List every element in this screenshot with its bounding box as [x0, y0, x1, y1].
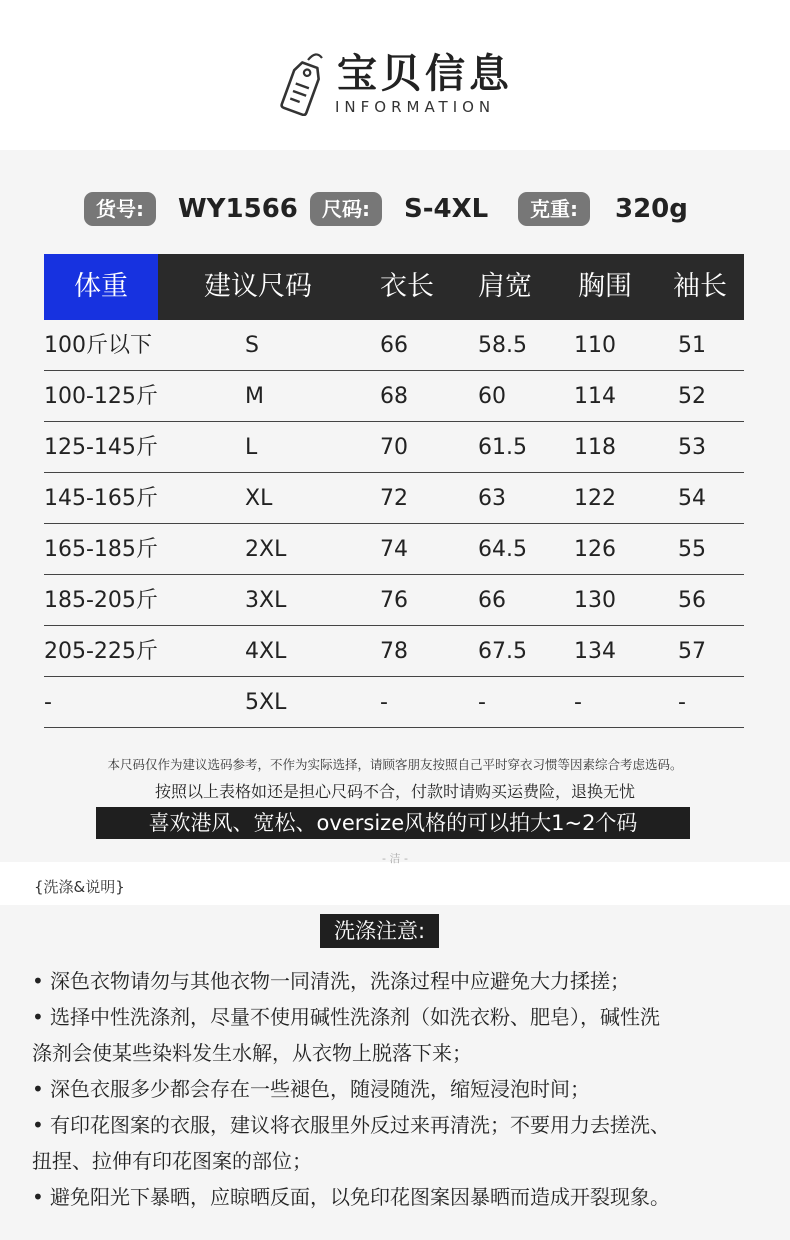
- cell-shoulder: 61.5: [478, 435, 527, 460]
- cell-sleeve: 54: [678, 486, 706, 511]
- cell-weight: 100-125斤: [44, 384, 158, 409]
- cell-length: 78: [380, 639, 408, 664]
- bullet-icon: •: [32, 1113, 44, 1137]
- cell-sleeve: 51: [678, 333, 706, 358]
- cell-sleeve: -: [678, 690, 686, 715]
- header-sleeve: 袖长: [673, 271, 727, 302]
- cell-size: 4XL: [245, 639, 287, 664]
- header-length: 衣长: [380, 271, 434, 302]
- size-disclaimer: 本尺码仅作为建议选码参考，不作为实际选择，请顾客朋友按照自己平时穿衣习惯等因素综合考虑选码。: [107, 757, 683, 772]
- cell-sleeve: 56: [678, 588, 706, 613]
- table-header: [44, 254, 744, 320]
- cell-size: S: [245, 333, 259, 358]
- cell-shoulder: -: [478, 690, 486, 715]
- price-tag-icon: [278, 52, 328, 116]
- cell-size: M: [245, 384, 264, 409]
- cell-length: 74: [380, 537, 408, 562]
- item-no-label: 货号:: [84, 192, 156, 226]
- cell-size: 3XL: [245, 588, 287, 613]
- cell-chest: 110: [574, 333, 616, 358]
- care-item-continued: [32, 1036, 752, 1070]
- care-text: 避免阳光下暴晒，应晾晒反面，以免印花图案因暴晒而造成开裂现象。: [50, 1185, 670, 1209]
- care-text: 有印花图案的衣服，建议将衣服里外反过来再清洗；不要用力去搓洗、: [50, 1113, 670, 1137]
- cell-weight: 185-205斤: [44, 588, 158, 613]
- care-item: [32, 1000, 752, 1034]
- care-item: [32, 1072, 752, 1106]
- cell-chest: 126: [574, 537, 616, 562]
- care-item: [32, 1180, 752, 1214]
- cell-length: 66: [380, 333, 408, 358]
- table-row: [44, 473, 744, 524]
- header-chest: 胸围: [578, 271, 632, 302]
- cell-shoulder: 58.5: [478, 333, 527, 358]
- header-size: 建议尺码: [204, 271, 312, 302]
- bullet-icon: •: [32, 1185, 44, 1209]
- cell-chest: 114: [574, 384, 616, 409]
- weight-value: 320g: [615, 194, 688, 224]
- cell-chest: 130: [574, 588, 616, 613]
- cell-sleeve: 52: [678, 384, 706, 409]
- cell-weight: 100斤以下: [44, 333, 152, 358]
- size-range-value: S-4XL: [404, 194, 489, 224]
- care-text: 涤剂会使某些染料发生水解，从衣物上脱落下来；: [32, 1041, 472, 1065]
- bullet-icon: •: [32, 1005, 44, 1029]
- cell-size: L: [245, 435, 258, 460]
- cell-length: -: [380, 690, 388, 715]
- table-body: [44, 320, 744, 728]
- care-text: 深色衣服多少都会存在一些褪色，随浸随洗，缩短浸泡时间；: [50, 1077, 590, 1101]
- table-row: [44, 677, 744, 728]
- size-table: [44, 254, 744, 728]
- care-item: [32, 964, 752, 998]
- cell-weight: 125-145斤: [44, 435, 158, 460]
- cell-weight: 165-185斤: [44, 537, 158, 562]
- section-mark: - 洁 -: [382, 852, 408, 865]
- page-title: 宝贝信息: [337, 51, 513, 97]
- care-title: 洗涤注意:: [320, 914, 439, 948]
- cell-sleeve: 53: [678, 435, 706, 460]
- item-no-value: WY1566: [178, 194, 298, 224]
- table-row: [44, 422, 744, 473]
- cell-weight: 145-165斤: [44, 486, 158, 511]
- wash-section-label: {洗涤&说明}: [34, 878, 125, 896]
- header-weight: 体重: [44, 254, 158, 320]
- care-item: [32, 1108, 752, 1142]
- cell-length: 70: [380, 435, 408, 460]
- care-text: 深色衣物请勿与其他衣物一同清洗，洗涤过程中应避免大力揉搓；: [50, 969, 630, 993]
- header-shoulder: 肩宽: [478, 271, 532, 302]
- cell-shoulder: 64.5: [478, 537, 527, 562]
- page-subtitle: INFORMATION: [335, 98, 496, 116]
- weight-label: 克重:: [518, 192, 590, 226]
- page-header: [0, 0, 790, 150]
- shipping-note: 按照以上表格如还是担心尺码不合，付款时请购买运费险，退换无忧: [154, 782, 635, 801]
- cell-shoulder: 66: [478, 588, 506, 613]
- cell-weight: -: [44, 690, 52, 715]
- cell-size: 2XL: [245, 537, 287, 562]
- cell-sleeve: 57: [678, 639, 706, 664]
- cell-shoulder: 63: [478, 486, 506, 511]
- table-row: [44, 626, 744, 677]
- cell-chest: 118: [574, 435, 616, 460]
- table-row: [44, 320, 744, 371]
- table-row: [44, 371, 744, 422]
- size-range-label: 尺码:: [310, 192, 382, 226]
- cell-size: 5XL: [245, 690, 287, 715]
- cell-shoulder: 60: [478, 384, 506, 409]
- cell-weight: 205-225斤: [44, 639, 158, 664]
- bullet-icon: •: [32, 969, 44, 993]
- care-text: 选择中性洗涤剂，尽量不使用碱性洗涤剂（如洗衣粉、肥皂），碱性洗: [50, 1005, 660, 1029]
- cell-sleeve: 55: [678, 537, 706, 562]
- care-text: 扭捏、拉伸有印花图案的部位；: [32, 1149, 312, 1173]
- care-item-continued: [32, 1144, 752, 1178]
- cell-length: 68: [380, 384, 408, 409]
- table-row: [44, 524, 744, 575]
- bullet-icon: •: [32, 1077, 44, 1101]
- cell-shoulder: 67.5: [478, 639, 527, 664]
- cell-chest: 122: [574, 486, 616, 511]
- cell-size: XL: [245, 486, 273, 511]
- cell-chest: 134: [574, 639, 616, 664]
- cell-length: 72: [380, 486, 408, 511]
- cell-length: 76: [380, 588, 408, 613]
- cell-chest: -: [574, 690, 582, 715]
- table-row: [44, 575, 744, 626]
- oversize-banner: 喜欢港风、宽松、oversize风格的可以拍大1~2个码: [96, 807, 690, 839]
